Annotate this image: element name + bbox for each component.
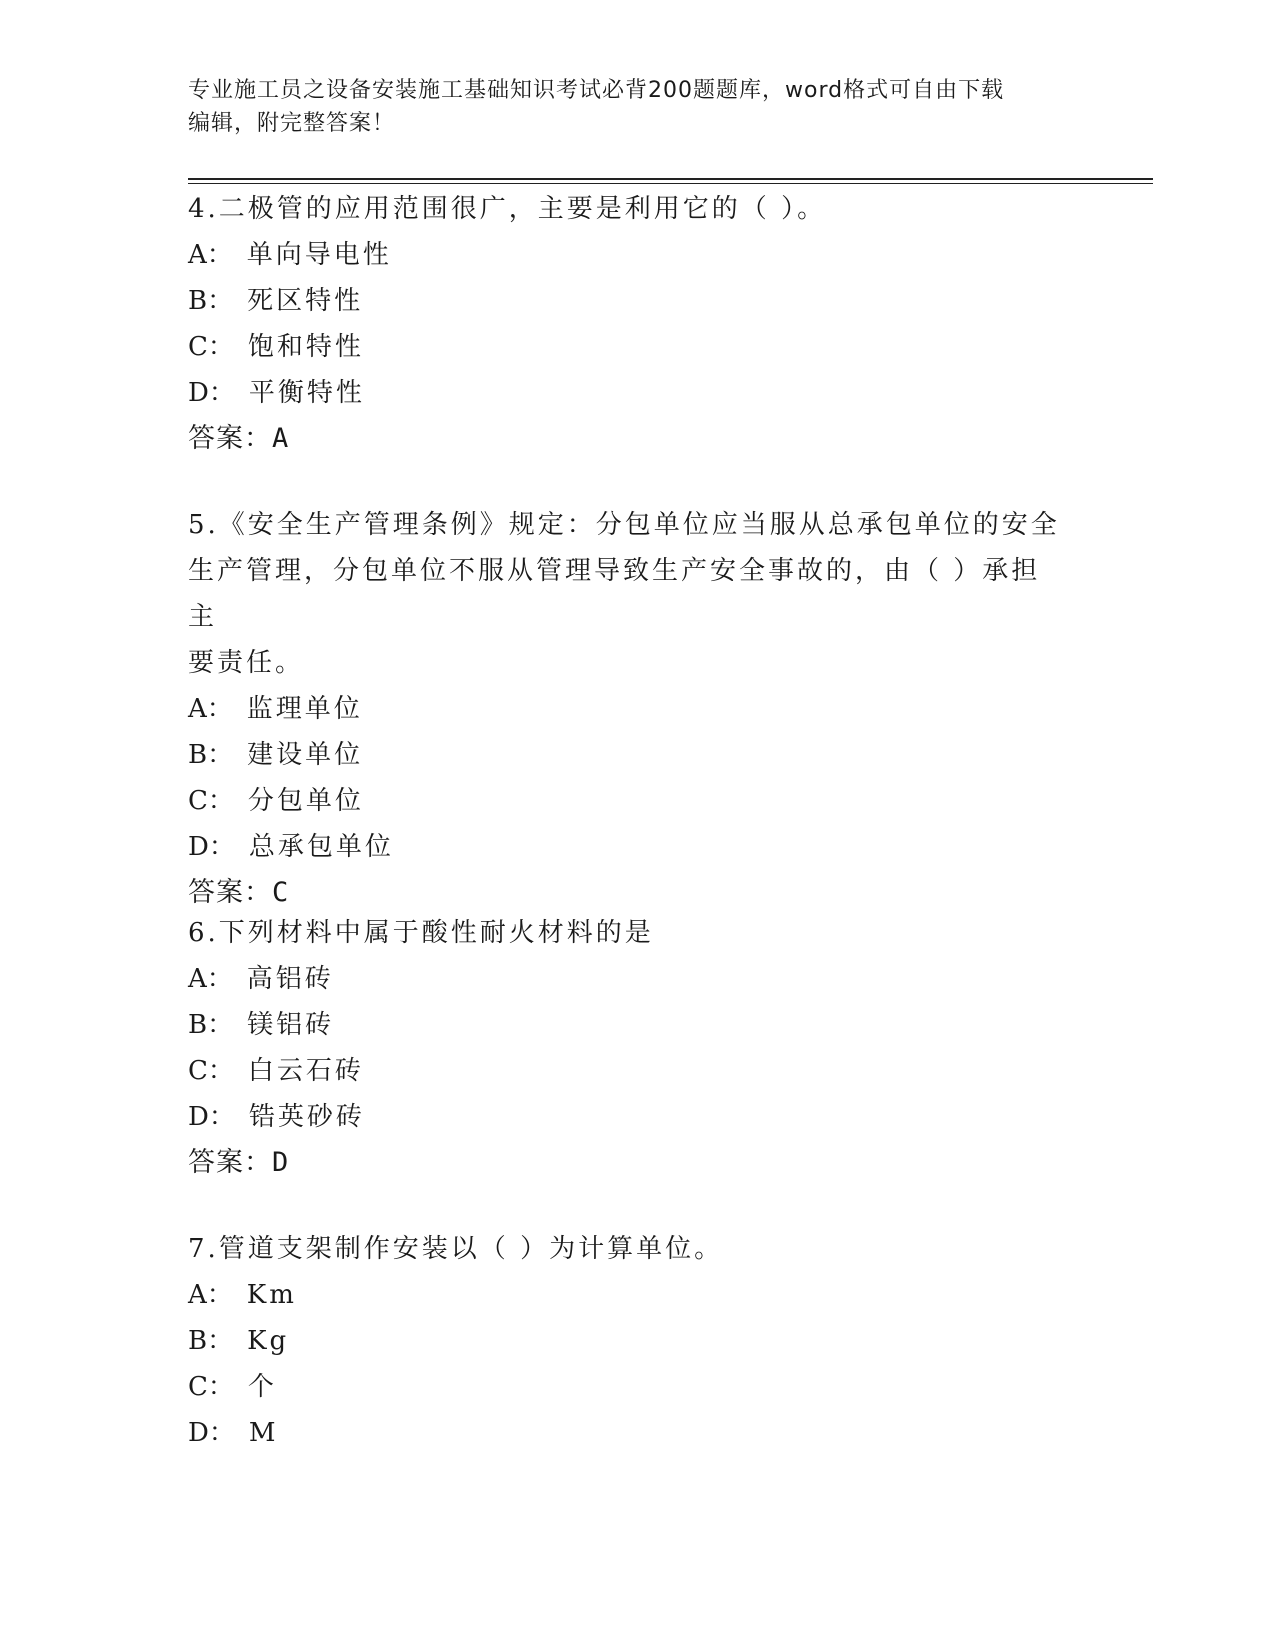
option-key: C：	[188, 786, 234, 816]
option-key: C：	[188, 332, 234, 362]
option-key: B：	[188, 1010, 234, 1040]
option-key: D：	[188, 1102, 235, 1132]
answer-value: C	[272, 877, 290, 908]
option-a	[188, 232, 1068, 278]
answer-line	[188, 1140, 1068, 1186]
option-key: A：	[188, 694, 233, 724]
answer-label: 答案：	[188, 423, 272, 454]
header-title-line-2: 编辑，附完整答案！	[188, 111, 396, 136]
option-key: B：	[188, 286, 234, 316]
option-d	[188, 824, 1068, 870]
header-divider-thick	[188, 178, 1153, 180]
question-6	[188, 910, 1068, 1186]
option-key: C：	[188, 1056, 234, 1086]
option-text: 总承包单位	[248, 832, 394, 862]
answer-value: A	[272, 423, 290, 454]
option-key: D：	[188, 1418, 235, 1448]
option-key: D：	[188, 378, 235, 408]
question-4	[188, 186, 1068, 462]
option-c	[188, 1364, 1068, 1410]
document-header	[188, 74, 1068, 140]
option-key: A：	[188, 240, 233, 270]
option-text: 镁铝砖	[247, 1010, 335, 1040]
option-a	[188, 686, 1068, 732]
option-c	[188, 778, 1068, 824]
header-divider-thin	[188, 183, 1153, 184]
question-stem-line-3: 要责任。	[188, 648, 305, 678]
option-text: 监理单位	[246, 694, 363, 724]
option-text: 锆英砂砖	[248, 1102, 365, 1132]
question-5	[188, 502, 1068, 916]
answer-label: 答案：	[188, 877, 272, 908]
option-d	[188, 1094, 1068, 1140]
option-text: 白云石砖	[247, 1056, 364, 1086]
question-stem: 7.管道支架制作安装以（ ）为计算单位。	[188, 1234, 724, 1264]
option-c	[188, 324, 1068, 370]
option-a	[188, 1272, 1068, 1318]
option-key: A：	[188, 964, 233, 994]
option-text: 死区特性	[247, 286, 364, 316]
option-key: B：	[188, 740, 234, 770]
option-b	[188, 1002, 1068, 1048]
option-b	[188, 1318, 1068, 1364]
option-key: D：	[188, 832, 235, 862]
option-d	[188, 1410, 1068, 1456]
option-text: Kg	[247, 1326, 290, 1356]
question-stem-line-1: 5.《安全生产管理条例》规定：分包单位应当服从总承包单位的安全	[188, 510, 1060, 540]
option-b	[188, 732, 1068, 778]
option-key: C：	[188, 1372, 234, 1402]
option-key: B：	[188, 1326, 234, 1356]
option-text: 高铝砖	[246, 964, 334, 994]
option-a	[188, 956, 1068, 1002]
option-text: Km	[246, 1280, 297, 1310]
option-c	[188, 1048, 1068, 1094]
option-key: A：	[188, 1280, 233, 1310]
question-stem: 6.下列材料中属于酸性耐火材料的是	[188, 918, 654, 948]
question-stem: 4.二极管的应用范围很广，主要是利用它的（ ）。	[188, 194, 827, 224]
option-text: M	[248, 1418, 279, 1448]
answer-label: 答案：	[188, 1147, 272, 1178]
option-text: 单向导电性	[246, 240, 392, 270]
option-text: 分包单位	[247, 786, 364, 816]
option-d	[188, 370, 1068, 416]
option-b	[188, 278, 1068, 324]
option-text: 饱和特性	[247, 332, 364, 362]
question-stem-line-2: 生产管理，分包单位不服从管理导致生产安全事故的，由（ ）承担主	[188, 556, 1041, 632]
header-title-line-1: 专业施工员之设备安装施工基础知识考试必背200题题库，word格式可自由下载	[188, 78, 1005, 103]
question-7	[188, 1226, 1068, 1456]
option-text: 个	[247, 1372, 277, 1402]
answer-value: D	[272, 1147, 290, 1178]
option-text: 建设单位	[247, 740, 364, 770]
answer-line	[188, 416, 1068, 462]
option-text: 平衡特性	[248, 378, 365, 408]
